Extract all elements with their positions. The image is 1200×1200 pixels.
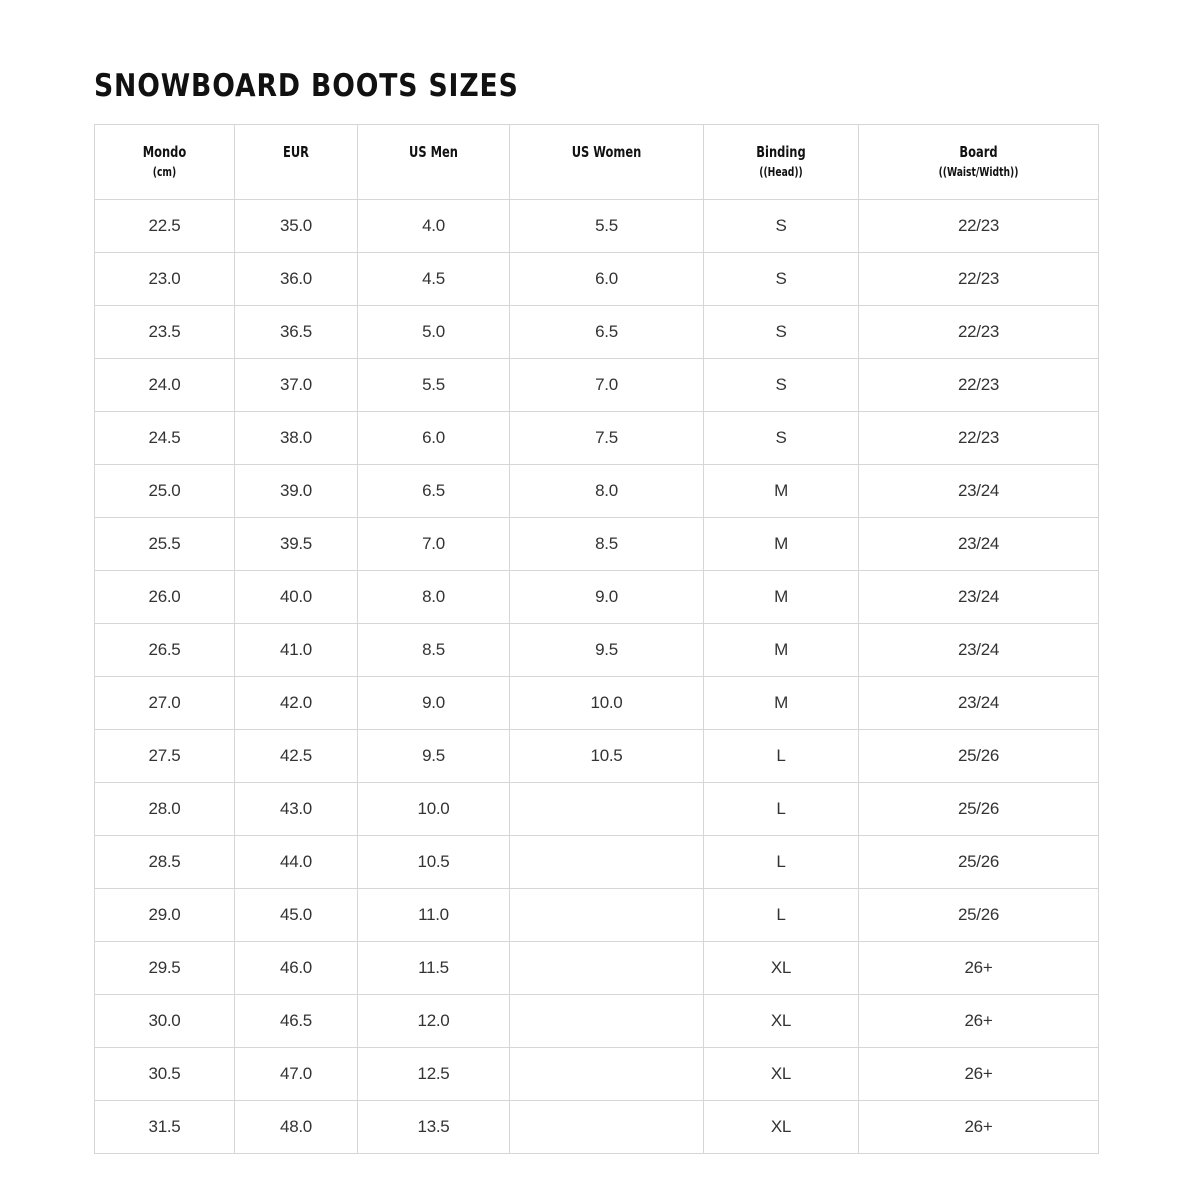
table-header-row	[95, 125, 1099, 200]
table-cell: 4.5	[358, 253, 510, 306]
table-row	[95, 571, 1099, 624]
table-cell: 8.5	[510, 518, 704, 571]
table-cell: 44.0	[235, 836, 358, 889]
table-cell	[510, 995, 704, 1048]
table-cell: 36.0	[235, 253, 358, 306]
table-cell: 25.0	[95, 465, 235, 518]
table-row	[95, 836, 1099, 889]
table-cell: L	[704, 783, 859, 836]
table-cell: 26+	[859, 1101, 1099, 1154]
table-cell: 26.0	[95, 571, 235, 624]
table-row	[95, 730, 1099, 783]
table-row	[95, 359, 1099, 412]
table-cell: 27.5	[95, 730, 235, 783]
table-cell: 26+	[859, 942, 1099, 995]
table-cell: 37.0	[235, 359, 358, 412]
table-cell: 6.0	[510, 253, 704, 306]
column-header-label: Binding	[756, 143, 806, 161]
table-cell: 29.0	[95, 889, 235, 942]
table-cell: 22/23	[859, 200, 1099, 253]
table-cell: 38.0	[235, 412, 358, 465]
table-cell: 22/23	[859, 359, 1099, 412]
table-cell: 5.5	[510, 200, 704, 253]
column-header-label: Board	[959, 143, 998, 161]
table-row	[95, 677, 1099, 730]
table-cell: M	[704, 624, 859, 677]
table-cell: 12.0	[358, 995, 510, 1048]
table-cell: 25/26	[859, 783, 1099, 836]
table-row	[95, 783, 1099, 836]
table-cell: 8.0	[510, 465, 704, 518]
table-cell: 27.0	[95, 677, 235, 730]
table-cell: 47.0	[235, 1048, 358, 1101]
table-cell: 9.5	[358, 730, 510, 783]
column-header-label: EUR	[282, 143, 309, 161]
column-header-label: Mondo	[142, 143, 187, 161]
table-cell: XL	[704, 1101, 859, 1154]
table-cell: 10.0	[510, 677, 704, 730]
table-cell	[510, 783, 704, 836]
table-cell: 42.0	[235, 677, 358, 730]
table-cell: 13.5	[358, 1101, 510, 1154]
table-row	[95, 1101, 1099, 1154]
table-cell: M	[704, 571, 859, 624]
table-cell: 36.5	[235, 306, 358, 359]
table-cell: 9.0	[358, 677, 510, 730]
table-cell: 23.5	[95, 306, 235, 359]
table-cell: 30.5	[95, 1048, 235, 1101]
table-cell: M	[704, 465, 859, 518]
table-cell: 26.5	[95, 624, 235, 677]
table-cell: 45.0	[235, 889, 358, 942]
column-header	[95, 125, 235, 200]
table-cell: 31.5	[95, 1101, 235, 1154]
table-cell: M	[704, 677, 859, 730]
table-cell: L	[704, 836, 859, 889]
table-row	[95, 995, 1099, 1048]
table-cell: 48.0	[235, 1101, 358, 1154]
table-cell: 6.5	[358, 465, 510, 518]
table-cell: 5.5	[358, 359, 510, 412]
table-cell: 43.0	[235, 783, 358, 836]
table-cell	[510, 942, 704, 995]
table-cell: S	[704, 359, 859, 412]
table-cell	[510, 836, 704, 889]
table-row	[95, 942, 1099, 995]
page-title: SNOWBOARD BOOTS SIZES	[94, 68, 519, 104]
table-cell: 22.5	[95, 200, 235, 253]
table-cell: 23/24	[859, 571, 1099, 624]
table-row	[95, 200, 1099, 253]
column-header-label: US Women	[571, 143, 642, 161]
column-header-sublabel: ((Waist/Width))	[938, 165, 1019, 179]
table-row	[95, 1048, 1099, 1101]
table-cell: 40.0	[235, 571, 358, 624]
table-row	[95, 306, 1099, 359]
table-cell	[510, 1048, 704, 1101]
column-header	[235, 125, 358, 200]
table-cell: S	[704, 253, 859, 306]
column-header	[358, 125, 510, 200]
table-cell: XL	[704, 995, 859, 1048]
table-cell: 25/26	[859, 889, 1099, 942]
table-cell: 25.5	[95, 518, 235, 571]
table-cell: 23/24	[859, 465, 1099, 518]
table-cell: 23/24	[859, 624, 1099, 677]
table-cell: S	[704, 412, 859, 465]
table-cell: 9.0	[510, 571, 704, 624]
table-body	[95, 200, 1099, 1154]
table-cell: 22/23	[859, 412, 1099, 465]
table-row	[95, 412, 1099, 465]
table-cell: 7.0	[510, 359, 704, 412]
table-cell: 26+	[859, 995, 1099, 1048]
table-cell: 23.0	[95, 253, 235, 306]
table-cell: 9.5	[510, 624, 704, 677]
table-cell: 25/26	[859, 730, 1099, 783]
table-cell: 4.0	[358, 200, 510, 253]
table-cell: 7.5	[510, 412, 704, 465]
table-cell: 46.0	[235, 942, 358, 995]
table-cell: 10.0	[358, 783, 510, 836]
table-cell: 7.0	[358, 518, 510, 571]
table-cell: 6.0	[358, 412, 510, 465]
table-row	[95, 518, 1099, 571]
table-cell: 26+	[859, 1048, 1099, 1101]
table-cell: 25/26	[859, 836, 1099, 889]
column-header	[859, 125, 1099, 200]
table-cell	[510, 889, 704, 942]
table-cell: 28.5	[95, 836, 235, 889]
column-header	[510, 125, 704, 200]
table-cell	[510, 1101, 704, 1154]
table-cell: L	[704, 889, 859, 942]
table-cell: 22/23	[859, 306, 1099, 359]
table-cell: 23/24	[859, 518, 1099, 571]
table-cell: 30.0	[95, 995, 235, 1048]
table-cell: S	[704, 200, 859, 253]
column-header	[704, 125, 859, 200]
table-cell: M	[704, 518, 859, 571]
column-header-label: US Men	[409, 143, 458, 161]
table-cell: 46.5	[235, 995, 358, 1048]
table-cell: 5.0	[358, 306, 510, 359]
table-cell: 23/24	[859, 677, 1099, 730]
table-cell: 29.5	[95, 942, 235, 995]
table-row	[95, 624, 1099, 677]
table-cell: 22/23	[859, 253, 1099, 306]
size-chart-table	[94, 124, 1099, 1154]
table-cell: 24.5	[95, 412, 235, 465]
table-cell: 42.5	[235, 730, 358, 783]
column-header-sublabel: ((Head))	[759, 165, 803, 179]
table-cell: 11.0	[358, 889, 510, 942]
table-cell: 8.5	[358, 624, 510, 677]
table-cell: 24.0	[95, 359, 235, 412]
table-cell: 39.0	[235, 465, 358, 518]
table-cell: L	[704, 730, 859, 783]
table-cell: 8.0	[358, 571, 510, 624]
table-cell: 35.0	[235, 200, 358, 253]
table-cell: XL	[704, 1048, 859, 1101]
table-row	[95, 253, 1099, 306]
table-cell: 11.5	[358, 942, 510, 995]
table-cell: 28.0	[95, 783, 235, 836]
table-cell: 6.5	[510, 306, 704, 359]
table-cell: 12.5	[358, 1048, 510, 1101]
table-cell: 41.0	[235, 624, 358, 677]
table-row	[95, 465, 1099, 518]
table-cell: 10.5	[358, 836, 510, 889]
table-cell: 39.5	[235, 518, 358, 571]
table-cell: XL	[704, 942, 859, 995]
table-cell: 10.5	[510, 730, 704, 783]
table-row	[95, 889, 1099, 942]
column-header-sublabel: (cm)	[152, 165, 177, 179]
table-cell: S	[704, 306, 859, 359]
